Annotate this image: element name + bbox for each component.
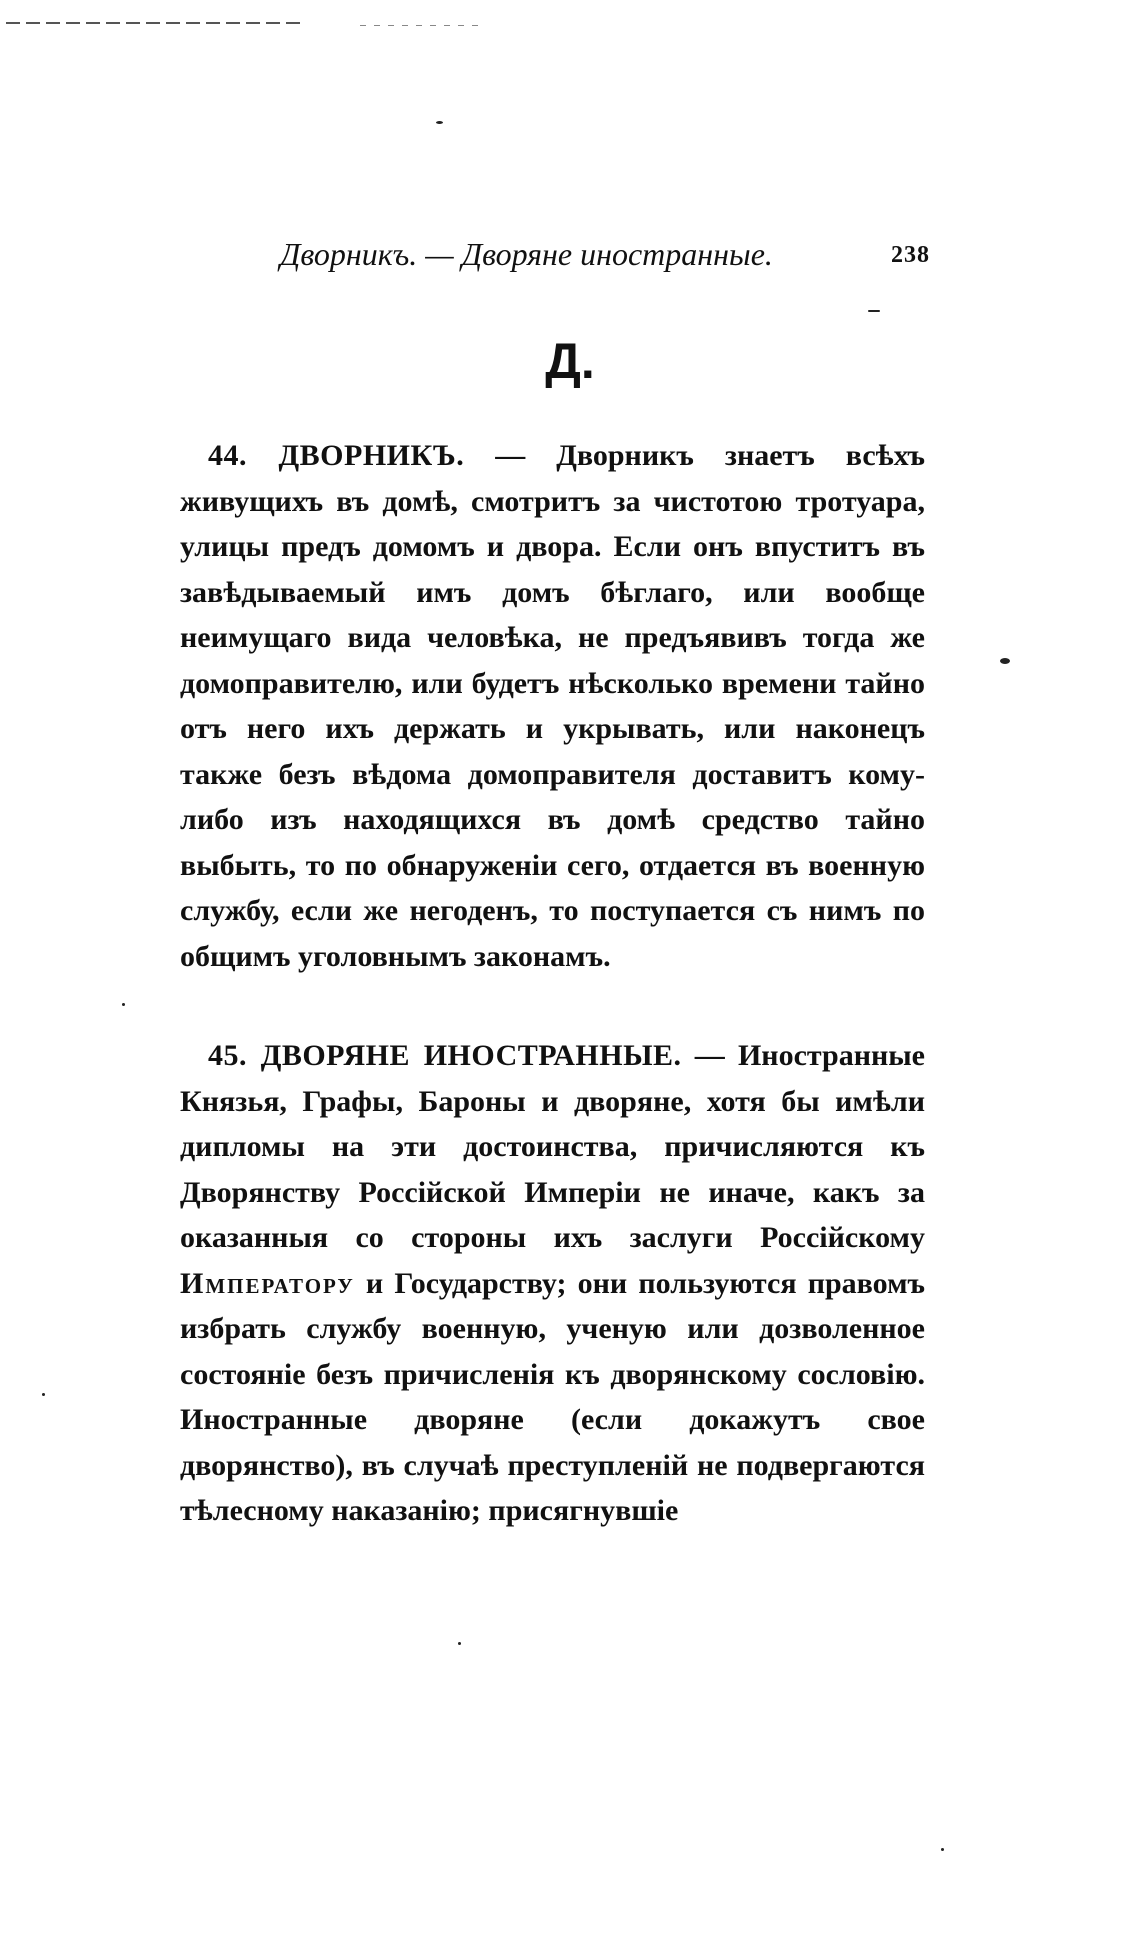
scan-speck [941,1848,944,1851]
entry-small-caps: Императору [180,1266,355,1300]
entry-text: Дворникъ знаетъ всѣхъ живущихъ въ домѣ, смотритъ за чистотою тротуара, улицы предъ домомъ и двора. Если онъ впуститъ въ завѣдываемый имъ домъ бѣглаго, или вообще неимущаго вида человѣка, не предъявивъ тогда же домоправителю, или будетъ нѣсколько времени тайно отъ него ихъ держать и укрывать, или наконецъ также безъ вѣдома домоправителя доставитъ кому-либо изъ находящихся въ домѣ средство тайно выбыть, то по обнаруженіи сего, отдается въ военную службу, если же негоденъ, то поступается съ нимъ по общимъ уголовнымъ законамъ. [180,439,926,973]
entry-heading: 44. ДВОРНИКЪ. [208,439,465,472]
entry-dash: — [495,439,526,472]
entry-text: Иностранные Князья, Графы, Бароны и дворяне, хотя бы имѣли дипломы на эти достоинства, причисляются къ Дворянству Россійской Имперіи не иначе, какъ за оказанныя со стороны ихъ заслуги Россійскому [180,1039,925,1254]
scan-speck [122,1003,125,1006]
section-letter: Д. [545,333,595,389]
scan-edge-rule-short [360,25,480,26]
entry-dvornik [180,433,925,979]
running-title: Дворникъ. — Дворяне иностранные. [280,236,773,272]
scan-speck [1000,658,1010,664]
running-head [280,236,930,282]
scan-speck [868,310,880,312]
entry-text-continued: и Государству; они пользуются правомъ избрать службу военную, ученую или дозволенное состояніе безъ причисленія къ дворянскому сословію. Иностранные дворяне (если докажутъ свое дворянство), въ случаѣ преступленій не подвергаются тѣлесному наказанію; присягнувшіе [180,1266,926,1527]
entry-heading: 45. ДВОРЯНЕ ИНОСТРАННЫЕ. [208,1039,682,1072]
scan-edge-rule [6,22,306,24]
scan-speck [42,1393,45,1396]
entry-dvoryane-inostrannye [180,1033,925,1534]
scan-speck [436,121,443,124]
scan-speck [458,1642,461,1645]
page-number: 238 [891,242,930,268]
entry-dash: — [694,1039,725,1072]
